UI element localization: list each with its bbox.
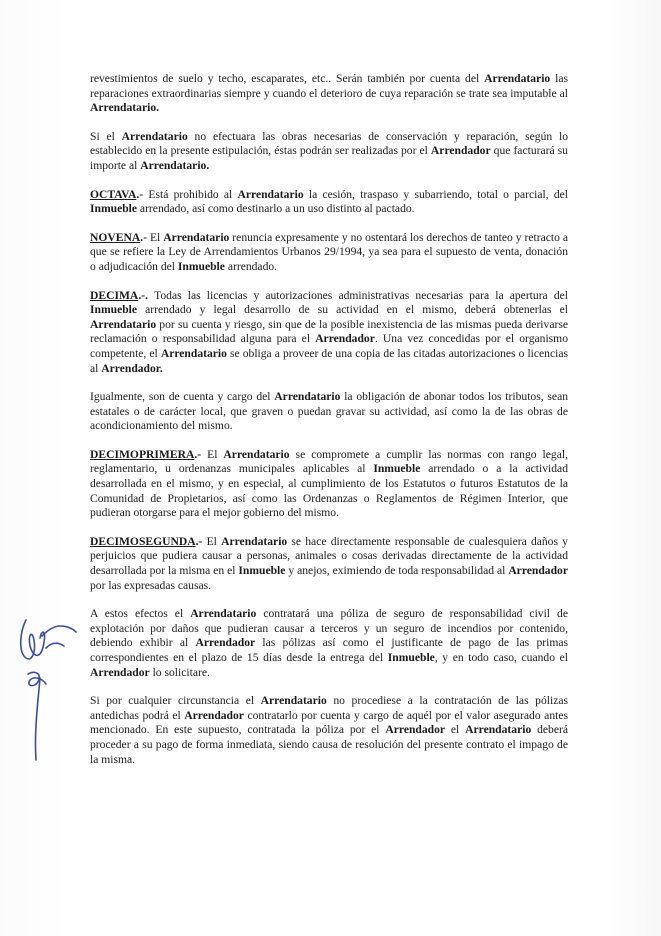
- signature-stroke: [46, 643, 64, 648]
- term-arrendatario: Arrendatario: [160, 346, 227, 360]
- clause-novena: NOVENA.- El Arrendatario renuncia expresamente y no ostentará los derechos de tanteo y retracto a que se refiere la Ley de Arrendamientos Urbanos 29/1994, ya sea para el supuesto de venta, donación o adjudicación del Inmueble arrendado.: [90, 230, 568, 273]
- term-arrendatario: Arrendatario.: [140, 158, 210, 172]
- clause-decimoprimera: DECIMOPRIMERA.- El Arrendatario se compromete a cumplir las normas con rango legal, reglamentario, u ordenanzas municipales aplicables al Inmueble arrendado o a la actividad desarrollada en el mismo, y en especial, al cumplimiento de los Estatutos o futuros Estatutos de la Comunidad de Propietarios, así como las Ordenanzas o Reglamentos de Régimen Interior, que pudieran otorgarse para el mejor gobierno del mismo.: [90, 447, 569, 520]
- clause-decimosegunda: DECIMOSEGUNDA.- El Arrendatario se hace directamente responsable de cualesquiera daños y perjuicios que pudiera causar a personas, animales o cosas derivadas directamente de la actividad desarrollada por la misma en el Inmueble y anejos, eximiendo de toda responsabilidad al Arrendador por las expresadas causas.: [90, 534, 568, 592]
- clause-octava: OCTAVA.- Está prohibido al Arrendatario la cesión, traspaso y subarriendo, total o parcial, del Inmueble arrendado, así como destinarlo a un uso distinto al pactado.: [90, 187, 569, 216]
- signature-stroke: [28, 672, 46, 685]
- term-arrendador: Arrendador: [385, 723, 446, 737]
- signature-stroke: [21, 620, 45, 659]
- term-arrendatario: Arrendatario: [260, 694, 327, 708]
- term-arrendatario: Arrendatario: [274, 390, 341, 404]
- term-arrendatario: Arrendatario: [223, 447, 290, 461]
- term-arrendador: Arrendador: [430, 144, 491, 158]
- term-arrendatario: Arrendatario: [221, 534, 288, 548]
- term-arrendador: Arrendador: [508, 564, 568, 578]
- paragraph-works: Si el Arrendatario no efectuara las obras necesarias de conservación y reparación, según lo establecido en la presente estipulación, éstas podrán ser realizadas por el Arrendador que facturará su importe al Arrendatario.: [90, 129, 568, 172]
- term-arrendatario: Arrendatario: [465, 723, 532, 737]
- term-arrendatario: Arrendatario.: [90, 101, 160, 115]
- term-arrendador: Arrendador: [315, 332, 375, 346]
- term-arrendador: Arrendador: [195, 636, 256, 650]
- clause-heading-decimoprimera: DECIMOPRIMERA: [90, 447, 195, 461]
- clause-heading-decima: DECIMA: [90, 288, 139, 302]
- clause-heading-octava: OCTAVA: [90, 187, 137, 201]
- handwritten-signature-icon: [12, 612, 82, 762]
- term-arrendatario: Arrendatario: [90, 317, 157, 331]
- paragraph-repairs: revestimientos de suelo y techo, escaparates, etc.. Serán también por cuenta del Arrendatario las reparaciones extraordinarias siempre y cuando el deterioro de cuya reparación se trate sea imputable al Arrendatario.: [90, 72, 569, 115]
- term-arrendatario: Arrendatario: [190, 607, 257, 621]
- signature-stroke: [35, 678, 40, 760]
- document-body: [90, 72, 568, 781]
- term-inmueble: Inmueble: [177, 259, 225, 273]
- term-arrendatario: Arrendatario: [484, 72, 551, 85]
- term-inmueble: Inmueble: [90, 303, 138, 317]
- clause-decima: DECIMA.-. Todas las licencias y autorizaciones administrativas necesarias para la apertura del Inmueble arrendado y legal desarrollo de su actividad en el mismo, deberá obtenerlas el Arrendatario por su cuenta y riesgo, sin que de la posible inexistencia de las mismas pueda derivarse reclamación o responsabilidad alguna para el Arrendador. Una vez concedidas por el organismo competente, el Arrendatario se obliga a proveer de una copia de las citadas autorizaciones o licencias al Arrendador.: [90, 288, 568, 375]
- paragraph-tributos: Igualmente, son de cuenta y cargo del Arrendatario la obligación de abonar todos los tributos, sean estatales o de carácter local, que graven o puedan gravar su actividad, así como la de las obras de acondicionamiento del mismo.: [90, 390, 569, 433]
- term-arrendatario: Arrendatario: [237, 187, 304, 201]
- term-inmueble: Inmueble: [387, 651, 435, 664]
- clause-heading-decimosegunda: DECIMOSEGUNDA: [90, 534, 196, 548]
- term-inmueble: Inmueble: [373, 462, 421, 476]
- paragraph-seguro: A estos efectos el Arrendatario contratará una póliza de seguro de responsabilidad civil de explotación por daños que pudieran causar a terceros y un seguro de incendios por contenido, debiendo exhibir al Arrendador las pólizas así como el justificante de pago de las primas correspondientes en el plazo de 15 días desde la entrega del Inmueble, y en todo caso, cuando el Arrendador lo solicitare.: [90, 607, 568, 679]
- term-arrendador: Arrendador: [184, 708, 244, 722]
- clause-heading-novena: NOVENA: [90, 230, 141, 244]
- signature-stroke: [42, 626, 76, 636]
- term-arrendador: Arrendador.: [101, 361, 163, 375]
- term-arrendatario: Arrendatario: [121, 129, 188, 143]
- term-inmueble: Inmueble: [90, 202, 138, 216]
- paragraph-polizas: Si por cualquier circunstancia el Arrendatario no procediese a la contratación de las pólizas antedichas podrá el Arrendador contratarlo por cuenta y cargo de aquél por el valor asegurado antes mencionado. En este supuesto, contratada la póliza por el Arrendador el Arrendatario deberá proceder a su pago de forma inmediata, siendo causa de resolución del presente contrato el impago de la misma.: [90, 694, 568, 766]
- term-arrendatario: Arrendatario: [163, 230, 230, 244]
- term-arrendador: Arrendador: [90, 665, 150, 679]
- term-inmueble: Inmueble: [238, 564, 286, 578]
